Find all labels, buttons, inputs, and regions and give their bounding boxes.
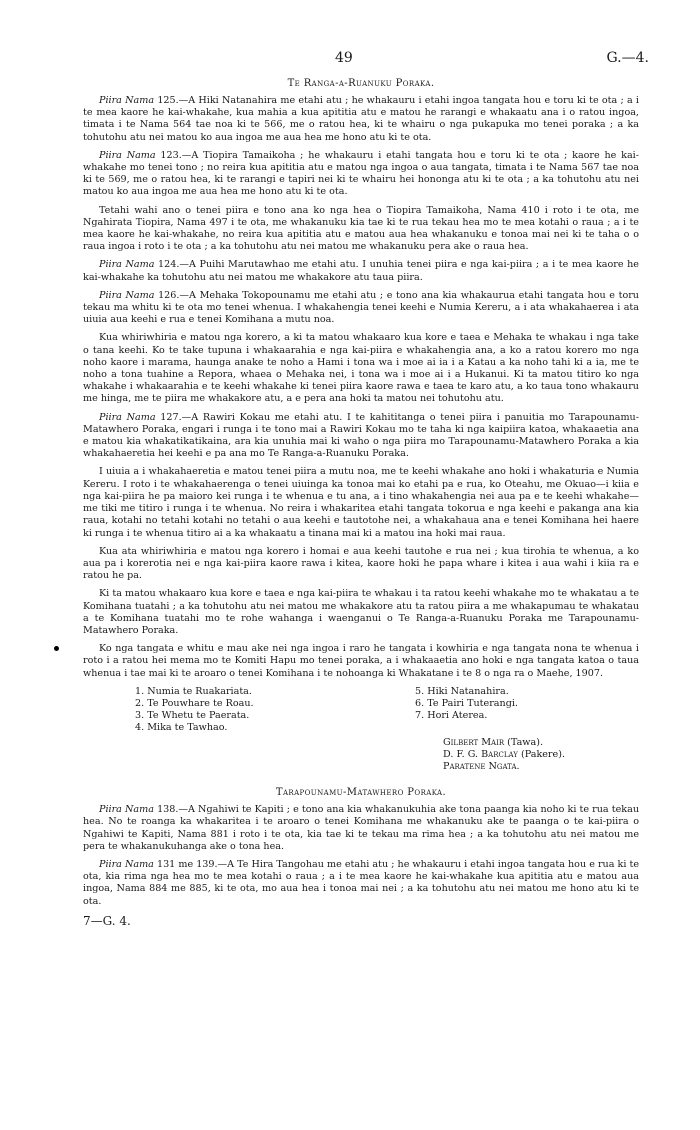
committee-member: 1. Numia te Ruakariata. bbox=[135, 685, 252, 697]
appeal-paragraph bbox=[83, 859, 639, 908]
committee-member: 4. Mika te Tawhao. bbox=[135, 722, 228, 734]
signature-line bbox=[443, 749, 639, 761]
committee-member: 7. Hori Aterea. bbox=[415, 710, 488, 722]
committee-member: 6. Te Pairi Tuterangi. bbox=[415, 697, 518, 709]
section-ranga-body bbox=[83, 95, 639, 680]
paragraph-text: 125.—A Hiki Natanahira me etahi atu ; he whakauru i etahi ingoa tangata hou e toru ki te ota ; a i te mea kaore he kai-whakahe, kua mahia a kua apititia atu e matou he rarangi e whakaatu ana i o ratou ingoa, timata i te Nama 564 tae noa ki te 566, me o ratou hea, ki te whairu o nga pukapuka mo tenei poraka ; a ka tohutohu atu nei matou ko aua ingoa me aua hea me hono atu ki te ota. bbox=[83, 95, 639, 143]
document-page bbox=[83, 50, 649, 928]
paragraph-lead: Piira Nama bbox=[99, 858, 154, 870]
paragraph-text: 123.—A Tiopira Tamaikoha ; he whakauru i etahi tangata hou e toru ki te ota ; kaore he kai-whakahe mo tenei tono ; no reira kua apititia atu e matou nga ingoa o aua tangata, timata i te Nama 567 tae noa ki te 569, me o ratou hea, ki te rarangi e tapiri nei ki te whairu hei hononga atu ki te ota ; a ka tohutohu atu nei matou ko aua ingoa me aua hea me hono atu ki te ota. bbox=[83, 149, 639, 198]
section-tarapounamu-body bbox=[83, 804, 639, 908]
margin-bullet-icon bbox=[54, 646, 59, 651]
paragraph-text: Kua ata whiriwhiria e matou nga korero i homai e aua keehi tautohe e rua nei ; kua tirohia te whenua, a ko aua pa i korerotia nei e nga kai-piira kaore rawa i kitea, kaore hoki he papa whare i kitea i aua wahi i kiia ra e ratou he pa. bbox=[83, 545, 639, 582]
signatory-role: (Pakere). bbox=[517, 748, 565, 760]
signature-line bbox=[443, 761, 639, 773]
section-title-ranga: Te Ranga-a-Ruanuku Poraka. bbox=[287, 78, 435, 89]
committee-list-left bbox=[83, 686, 405, 735]
paragraph-lead: Piira Nama bbox=[99, 804, 154, 816]
paragraph-text: 138.—A Ngahiwi te Kapiti ; e tono ana kia whakanukuhia ake tona paanga kia noho ki te rua tekau hea. No te roanga ka whakaritea i te aroaro o tenei Komihana me whakanuku ake te paanga o te kai-piira o Ngahiwi te Kapiti, Nama 881 i roto i te ota, kia tae ki te tekau ma rima hea ; a ka tohutohu atu nei matou me pera te whakanukuhanga ake o tona hea. bbox=[83, 804, 639, 852]
paragraph-lead: Piira Nama bbox=[99, 289, 155, 301]
signatory-name: D. F. G. Barclay bbox=[443, 748, 518, 760]
committee-members bbox=[83, 686, 639, 735]
page-header bbox=[83, 50, 649, 72]
body-paragraph bbox=[83, 546, 639, 583]
bullet-paragraph-wrap bbox=[83, 643, 639, 680]
signature-line bbox=[443, 737, 639, 749]
paragraph-lead: Piira Nama bbox=[99, 411, 156, 423]
appeal-paragraph bbox=[83, 290, 639, 327]
paragraph-text: Tetahi wahi ano o tenei piira e tono ana ko nga hea o Tiopira Tamaikoha, Nama 410 i roto i te ota, me Ngahirata Tiopira, Nama 497 i te ota, me whakanuku kia tae ki te rua tekau hea mo te mea kotahi o raua ; a i te mea kaore he kai-whakahe, no reira kua apititia atu e matou aua hea whakanuku e tonoa mai nei ki te taha o o raua ingoa i roto i te ota ; a ka tohutohu atu nei matou me whakanuku pera ake o raua hea. bbox=[83, 204, 639, 253]
paragraph-text: I uiuia a i whakahaeretia e matou tenei piira a mutu noa, me te keehi whakahe ano hoki i whakaturia e Numia Kereru. I roto i te whakahaerenga o tenei uiuinga ka tonoa mai ko etahi pa e rua, ko Oteahu, me Okuao—i kiia e nga kai-piira he pa maioro kei runga i te whenua e tu ana, a i tino whakahengia nei aua pa e te keehi whakahe—me tiki me titiro i runga i te whenua. No reira i whakaritea etahi tangata tokorua e nga keehi e pakanga ana kia raua, kotahi no tetahi kotahi no tetahi o aua keehi e tautotohe nei, a whakahaua ana e tenei Komihana hei haere ki runga i te whenua titiro ai a ka whakaatu a tinana mai ki a matou ina hoki mai raua. bbox=[83, 466, 639, 539]
committee-member: 5. Hiki Natanahira. bbox=[415, 685, 509, 697]
section-title-tarapounamu: Tarapounamu-Matawhero Poraka. bbox=[275, 787, 447, 799]
paragraph-text: 131 me 139.—A Te Hira Tangohau me etahi atu ; he whakauru i etahi ingoa tangata hou e rua ki te ota, kia rima nga hea mo te mea kotahi o raua ; a i te mea kaore he kai-whakahe kua apititia atu e matou aua ingoa, Nama 884 me 885, ki te ota, mo aua hea i tonoa mai nei ; a ka tohutohu atu nei matou me hono atu ki te ota. bbox=[83, 858, 639, 907]
page-number: 49 bbox=[335, 50, 353, 66]
signatory-name: Gilbert Mair bbox=[443, 736, 505, 748]
body-paragraph bbox=[83, 332, 639, 405]
paragraph-text: 126.—A Mehaka Tokopounamu me etahi atu ; e tono ana kia whakaurua etahi tangata hou e toru tekau ma whitu ki te ota mo tenei whenua. I whakahengia tenei keehi e Numia Kereru, a i ata whakahaerea i ata uiuia aua keehi e rua e tenei Komihana a mutu noa. bbox=[83, 289, 639, 326]
signatory-name: Paratene Ngata. bbox=[443, 760, 520, 772]
appeal-paragraph bbox=[83, 804, 639, 853]
paragraph-lead: Piira Nama bbox=[99, 149, 156, 161]
appeal-paragraph bbox=[83, 412, 639, 461]
appeal-paragraph bbox=[83, 259, 639, 283]
body-paragraph bbox=[83, 643, 639, 680]
appeal-paragraph bbox=[83, 150, 639, 199]
committee-member: 3. Te Whetu te Paerata. bbox=[135, 710, 250, 722]
paragraph-text: Ki ta matou whakaaro kua kore e taea e nga kai-piira te whakau i ta ratou keehi whakahe mo te whakatau a te Komihana tuatahi ; a ka tohutohu atu nei matou me whakakore atu ta ratou piira a me whakapumau te whakatau a te Komihana tuatahi mo te rohe wahanga i waenganui o Te Ranga-a-Ruanuku Poraka me Tarapounamu-Matawhero Poraka. bbox=[83, 588, 639, 636]
body-paragraph bbox=[83, 588, 639, 637]
paragraph-text: Ko nga tangata e whitu e mau ake nei nga ingoa i raro he tangata i kowhiria e nga tangata nona te whenua i roto i a ratou hei mema mo te Komiti Hapu mo tenei poraka, a i whakaaetia ano hoki e nga tangata katoa o taua whenua i tae mai ki te aroaro o tenei Komihana i te nohoanga ki Whakatane i te 8 o nga ra o Maehe, 1907. bbox=[83, 643, 639, 679]
paragraph-lead: Piira Nama bbox=[99, 259, 155, 271]
paragraph-text: 124.—A Puihi Marutawhao me etahi atu. I unuhia tenei piira e nga kai-piira ; a i te mea kaore he kai-whakahe ka tohutohu atu nei matou me whakakore atu taua piira. bbox=[83, 259, 639, 283]
body-paragraph bbox=[83, 205, 639, 254]
committee-member: 2. Te Pouwhare te Roau. bbox=[135, 697, 254, 709]
paragraph-text: 127.—A Rawiri Kokau me etahi atu. I te kahititanga o tenei piira i panuitia mo Tarapounamu-Matawhero Poraka, engari i runga i te tono mai a Rawiri Kokau mo te taha ki nga kaipiira katoa, whakaaetia ana e matou kia whakatikatikaina, ara kia unuhia mai ki waho o nga piira mo Tarapounamu-Matawhero Poraka a kia whakahaeretia hei keehi e pa ana mo Te Ranga-a-Ruanuku Poraka. bbox=[83, 411, 639, 460]
committee-list-right bbox=[405, 686, 518, 735]
signatory-role: (Tawa). bbox=[504, 736, 544, 748]
printer-signature: 7—G. 4. bbox=[83, 913, 131, 928]
appeal-paragraph bbox=[83, 95, 639, 144]
document-reference: G.—4. bbox=[606, 50, 649, 66]
body-paragraph bbox=[83, 466, 639, 539]
paragraph-text: Kua whiriwhiria e matou nga korero, a ki ta matou whakaaro kua kore e taea e Mehaka te whakau i nga take o tana keehi. Ko te take tupuna i whakaarahia e nga kai-piira e whakahengia ana, a ko a ratou korero mo nga noho kaore i marama, haunga anake te noho a Hami i tona wa i moe ai ia i a Katau a ka noho tahi ki a ia, me te noho a tona tuahine a Repora, whaea o Mehaka nei, i tona wa i moe ai i a Hukanui. Ki ta matou titiro ko nga whakahe i whakaarahia e te keehi whakahe ki tenei piira kaore rawa e taea te karo atu, a ko taua tono whakauru me hinga, me te piira me whakakore atu, a e pera ana hoki ta matou nei tohutohu atu. bbox=[83, 332, 639, 405]
signature-block bbox=[443, 737, 639, 774]
paragraph-lead: Piira Nama bbox=[99, 95, 155, 106]
